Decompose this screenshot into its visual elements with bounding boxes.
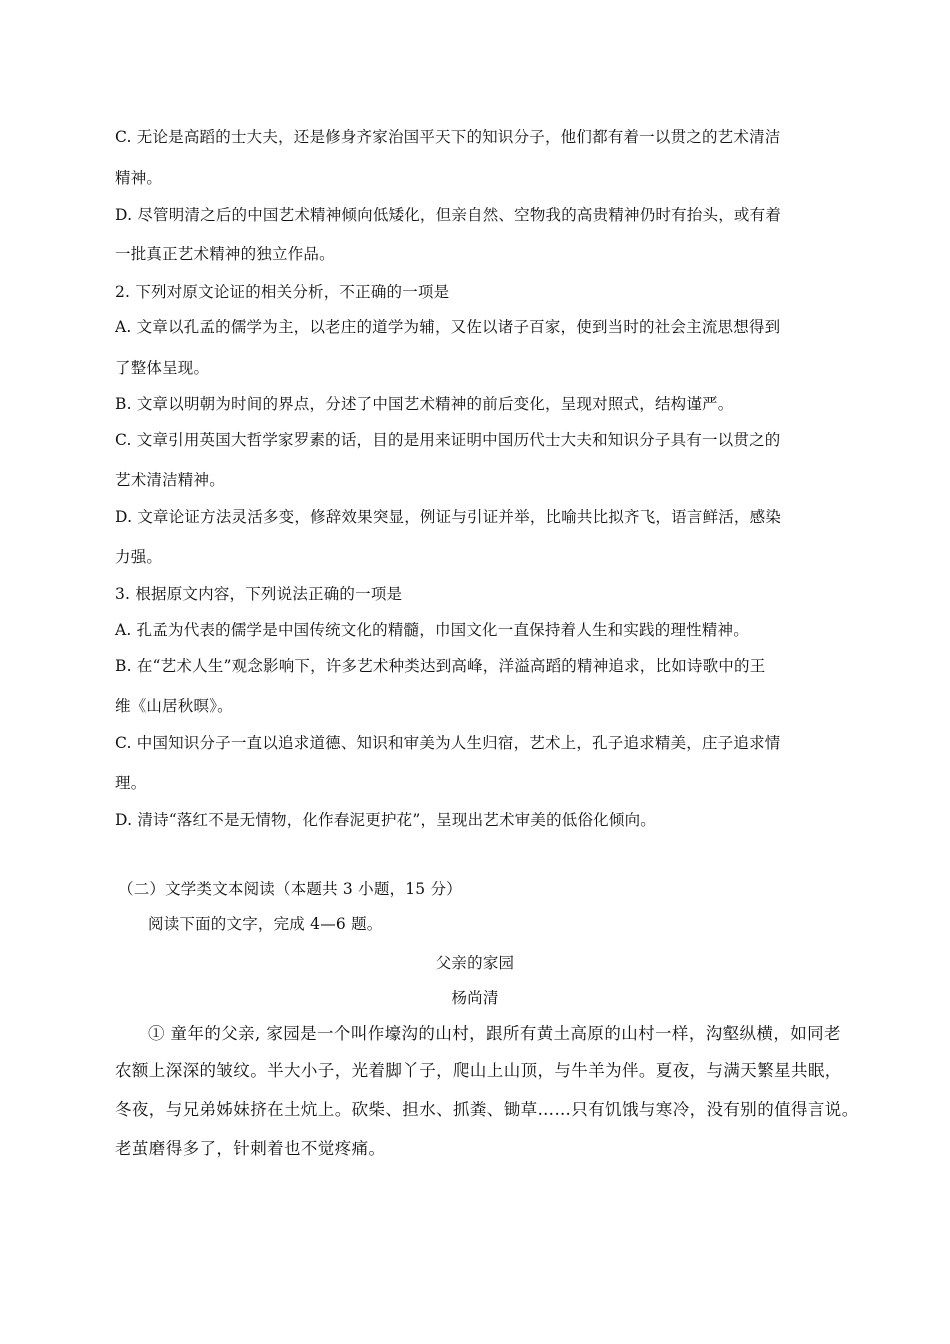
article-title: 父亲的家园	[435, 954, 515, 972]
paragraph-1-line-1: ① 童年的父亲, 家园是一个叫作壕沟的山村，跟所有黄土高原的山村一样，沟壑纵横，如同老	[148, 1024, 841, 1043]
option-c-q1: C. 无论是高蹈的士大夫，还是修身齐家治国平天下的知识分子，他们都有着一以贯之的艺术清洁	[115, 128, 781, 146]
option-b-q2: B. 文章以明朝为时间的界点，分述了中国艺术精神的前后变化，呈现对照式，结构谨严。	[115, 395, 734, 413]
question-2: 2. 下列对原文论证的相关分析，不正确的一项是	[115, 283, 450, 301]
option-d-q1: D. 尽管明清之后的中国艺术精神倾向低矮化，但亲自然、空物我的高贵精神仍时有抬头，或有着	[115, 206, 782, 224]
option-a-q2-cont: 了整体呈现。	[115, 359, 210, 377]
paragraph-1-line-3: 冬夜，与兄弟姊妹挤在土炕上。砍柴、担水、抓粪、锄草……只有饥饿与寒冷，没有别的值得言说。	[115, 1100, 859, 1119]
option-c-q2: C. 文章引用英国大哲学家罗素的话，目的是用来证明中国历代士大夫和知识分子具有一以贯之的	[115, 431, 781, 449]
option-d-q2: D. 文章论证方法灵活多变，修辞效果突显，例证与引证并举，比喻共比拟齐飞，语言鲜活，感染	[115, 508, 782, 526]
option-c-q2-cont: 艺术清洁精神。	[115, 471, 225, 489]
option-d-q2-cont: 力强。	[115, 548, 163, 566]
paragraph-1-line-4: 老茧磨得多了，针刺着也不觉疼痛。	[115, 1139, 386, 1158]
reading-instruction: 阅读下面的文字，完成 4—6 题。	[148, 915, 383, 933]
option-a-q2: A. 文章以孔孟的儒学为主，以老庄的道学为辅，又佐以诸子百家，使到当时的社会主流思想得到	[115, 318, 781, 336]
section-heading: （二）文学类文本阅读（本题共 3 小题，15 分）	[118, 880, 462, 898]
question-3: 3. 根据原文内容，下列说法正确的一项是	[115, 585, 403, 603]
option-b-q3-cont: 维《山居秋暝》。	[115, 697, 233, 715]
option-c-q3-cont: 理。	[115, 774, 147, 792]
option-d-q1-cont: 一批真正艺术精神的独立作品。	[115, 245, 335, 263]
option-c-q3: C. 中国知识分子一直以追求道德、知识和审美为人生归宿，艺术上，孔子追求精美，庄子追求情	[115, 734, 781, 752]
option-b-q3: B. 在“艺术人生”观念影响下，许多艺术种类达到高峰，洋溢高蹈的精神追求，比如诗歌中的王	[115, 657, 766, 675]
paragraph-1-line-2: 农额上深深的皱纹。半大小子，光着脚丫子，爬山上山顶，与牛羊为伴。夏夜，与满天繁星共眠，	[115, 1061, 842, 1080]
option-d-q3: D. 清诗“落红不是无情物，化作春泥更护花”，呈现出艺术审美的低俗化倾向。	[115, 811, 656, 829]
option-c-q1-cont: 精神。	[115, 169, 163, 187]
article-author: 杨尚清	[451, 989, 499, 1007]
option-a-q3: A. 孔孟为代表的儒学是中国传统文化的精髓，巾国文化一直保持着人生和实践的理性精神。	[115, 621, 749, 639]
